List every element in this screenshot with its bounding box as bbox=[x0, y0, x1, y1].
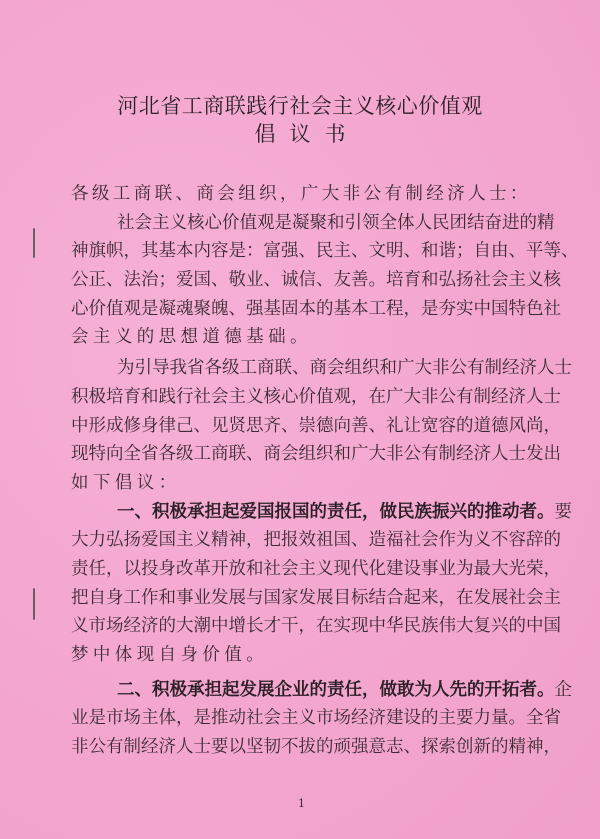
text-line: 积极培育和践行社会主义核心价值观，在广大非公有制经济人士 bbox=[71, 386, 561, 407]
text-line: 义市场经济的大潮中增长才干，在实现中华民族伟大复兴的中国 bbox=[71, 616, 561, 637]
binding-mark bbox=[33, 228, 35, 258]
document-subtitle: 倡议书 bbox=[254, 122, 360, 146]
item-heading: 一、积极承担起爱国报国的责任，做民族振兴的推动者。 bbox=[117, 501, 555, 522]
text-line bbox=[71, 498, 572, 527]
item-1 bbox=[71, 498, 572, 670]
page-number: 1 bbox=[298, 797, 305, 810]
text-line bbox=[71, 676, 572, 705]
text-line: 中形成修身律己、见贤思齐、崇德向善、礼让宽容的道德风尚， bbox=[71, 415, 561, 436]
text-line: 责任，以投身改革开放和社会主义现代化建设事业为最大光荣， bbox=[71, 558, 561, 579]
text-line: 梦中体现自身价值。 bbox=[71, 645, 269, 665]
paragraph-2 bbox=[71, 354, 572, 497]
salutation: 各级工商联、商会组织，广大非公有制经济人士： bbox=[71, 184, 531, 204]
item-2 bbox=[71, 676, 572, 762]
text-line: 社会主义核心价值观是凝聚和引领全体人民团结奋进的精 bbox=[117, 212, 555, 233]
text-line: 心价值观是凝魂聚魄、强基固本的基本工程，是夯实中国特色社 bbox=[71, 298, 561, 319]
paragraph-1 bbox=[71, 209, 579, 352]
text-line: 业是市场主体，是推动社会主义市场经济建设的主要力量。全省 bbox=[71, 708, 561, 729]
binding-mark bbox=[33, 588, 35, 620]
text-line: 现特向全省各级工商联、商会组织和广大非公有制经济人士发出 bbox=[71, 444, 561, 465]
text-line: 会主义的思想道德基础。 bbox=[71, 327, 312, 348]
text-line: 如下倡议： bbox=[71, 472, 181, 493]
document-title: 河北省工商联践行社会主义核心价值观 bbox=[117, 94, 483, 118]
text-fragment: 要 bbox=[554, 501, 572, 522]
item-heading: 二、积极承担起发展企业的责任，做敢为人先的开拓者。 bbox=[117, 679, 555, 700]
text-line: 大力弘扬爱国主义精神，把报效祖国、造福社会作为义不容辞的 bbox=[71, 530, 561, 551]
document-body bbox=[71, 180, 579, 762]
text-fragment: 企 bbox=[554, 679, 572, 700]
text-line: 非公有制经济人士要以坚韧不拔的顽强意志、探索创新的精神， bbox=[71, 737, 561, 758]
text-line: 为引导我省各级工商联、商会组织和广大非公有制经济人士 bbox=[117, 358, 572, 379]
text-line: 神旗帜，其基本内容是：富强、民主、文明、和谐；自由、平等、 bbox=[71, 241, 579, 262]
text-line: 公正、法治；爱国、敬业、诚信、友善。培育和弘扬社会主义核 bbox=[71, 270, 561, 291]
text-line: 把自身工作和事业发展与国家发展目标结合起来，在发展社会主 bbox=[71, 587, 561, 608]
